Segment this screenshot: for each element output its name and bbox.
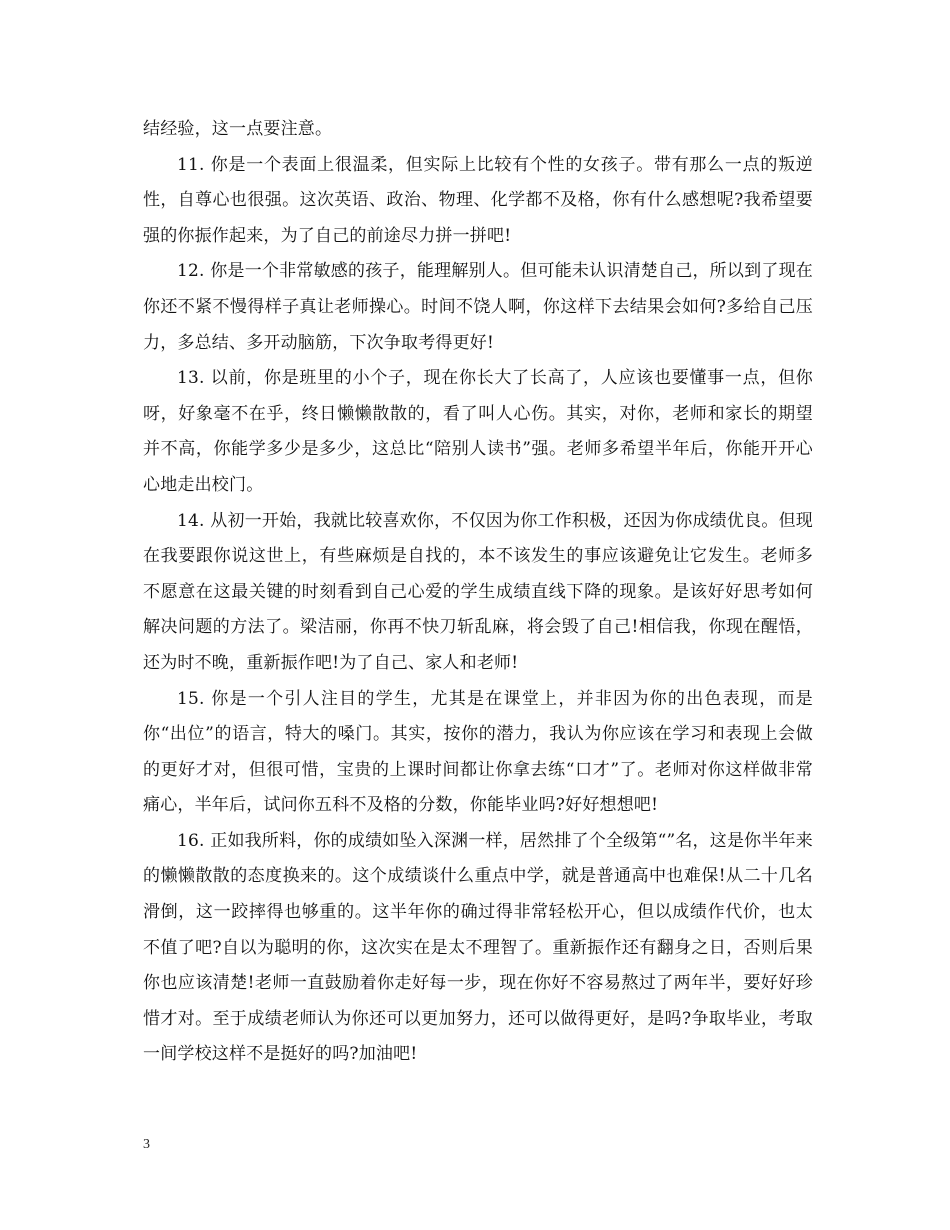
paragraph: 11. 你是一个表面上很温柔，但实际上比较有个性的女孩子。带有那么一点的叛逆性，自尊心也很强。这次英语、政治、物理、化学都不及格，你有什么感想呢?我希望要强的你振作起来，为了自己的前途尽力拼一拼吧! (143, 154, 813, 246)
paragraph: 14. 从初一开始，我就比较喜欢你，不仅因为你工作积极，还因为你成绩优良。但现在我要跟你说这世上，有些麻烦是自找的，本不该发生的事应该避免让它发生。老师多不愿意在这最关键的时刻看到自己心爱的学生成绩直线下降的现象。是该好好思考如何解决问题的方法了。梁洁丽，你再不快刀斩乱麻，将会毁了自己!相信我，你现在醒悟，还为时不晚，重新振作吧!为了自己、家人和老师! (143, 510, 813, 673)
paragraph: 12. 你是一个非常敏感的孩子，能理解别人。但可能未认识清楚自己，所以到了现在你还不紧不慢得样子真让老师操心。时间不饶人啊，你这样下去结果会如何?多给自己压力，多总结、多开动脑筋，下次争取考得更好! (143, 261, 813, 353)
paragraph: 16. 正如我所料，你的成绩如坠入深渊一样，居然排了个全级第“”名，这是你半年来的懒懒散散的态度换来的。这个成绩谈什么重点中学，就是普通高中也难保!从二十几名滑倒，这一跤摔得也够重的。这半年你的确过得非常轻松开心，但以成绩作代价，也太不值了吧?自以为聪明的你，这次实在是太不理智了。重新振作还有翻身之日，否则后果你也应该清楚!老师一直鼓励着你走好每一步，现在你好不容易熬过了两年半，要好好珍惜才对。至于成绩老师认为你还可以更加努力，还可以做得更好，是吗?争取毕业，考取一间学校这样不是挺好的吗?加油吧! (143, 830, 813, 1065)
document-body (143, 112, 813, 1073)
paragraph: 15. 你是一个引人注目的学生，尤其是在课堂上，并非因为你的出色表现，而是你“出位”的语言，特大的嗓门。其实，按你的潜力，我认为你应该在学习和表现上会做的更好才对，但很可惜，宝贵的上课时间都让你拿去练“口才”了。老师对你这样做非常痛心，半年后，试问你五科不及格的分数，你能毕业吗?好好想想吧! (143, 688, 813, 816)
page-number: 3 (143, 1137, 150, 1152)
paragraph: 结经验，这一点要注意。 (143, 119, 333, 139)
paragraph: 13. 以前，你是班里的小个子，现在你长大了长高了，人应该也要懂事一点，但你呀，好象毫不在乎，终日懒懒散散的，看了叫人心伤。其实，对你，老师和家长的期望并不高，你能学多少是多少，这总比“陪别人读书”强。老师多希望半年后，你能开开心心地走出校门。 (143, 368, 813, 495)
